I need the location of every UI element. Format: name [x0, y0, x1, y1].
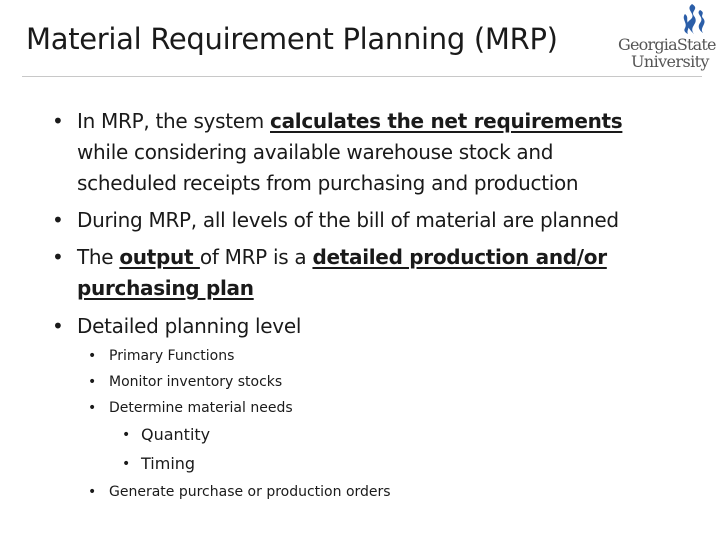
bullet-emphasis: calculates the net requirements	[270, 109, 623, 133]
bullet-text: Detailed planning level	[77, 314, 302, 338]
sub-bullet-text: Primary Functions	[109, 348, 235, 364]
bullet-text-segment: In MRP, the system	[77, 109, 271, 133]
bullet-text: while considering available warehouse stock and	[77, 140, 554, 164]
bullet-emphasis: output	[119, 245, 200, 269]
bullet-marker: •	[88, 484, 97, 500]
bullet-marker: •	[88, 348, 97, 364]
sub-bullet-text: Generate purchase or production orders	[109, 484, 391, 500]
bullet-marker: •	[122, 456, 131, 472]
bullet-text	[77, 104, 677, 138]
flame-icon	[678, 2, 710, 36]
slide-title: Material Requirement Planning (MRP)	[26, 22, 558, 56]
bullet-text-segment: of MRP is a	[199, 245, 313, 269]
logo-text-georgia-state: GeorgiaState	[618, 35, 716, 54]
sub-bullet-text: Determine material needs	[109, 400, 293, 416]
bullet-text	[77, 240, 677, 274]
bullet-marker: •	[88, 374, 97, 390]
bullet-marker: •	[52, 208, 64, 232]
bullet-marker: •	[88, 400, 97, 416]
bullet-marker: •	[52, 109, 64, 133]
logo-text-university: University	[631, 52, 709, 71]
sub-bullet-text: Monitor inventory stocks	[109, 374, 283, 390]
sub-sub-bullet-text: Timing	[141, 454, 196, 473]
title-divider	[22, 76, 702, 77]
bullet-text: During MRP, all levels of the bill of material are planned	[77, 208, 619, 232]
bullet-marker: •	[52, 314, 64, 338]
bullet-marker: •	[122, 427, 131, 443]
bullet-marker: •	[52, 245, 64, 269]
bullet-text: scheduled receipts from purchasing and production	[77, 171, 579, 195]
sub-sub-bullet-text: Quantity	[141, 425, 211, 444]
university-logo	[615, 2, 715, 72]
bullet-emphasis: detailed production and/or	[312, 245, 607, 269]
bullet-emphasis: purchasing plan	[77, 276, 254, 300]
bullet-text-segment: The	[77, 245, 120, 269]
